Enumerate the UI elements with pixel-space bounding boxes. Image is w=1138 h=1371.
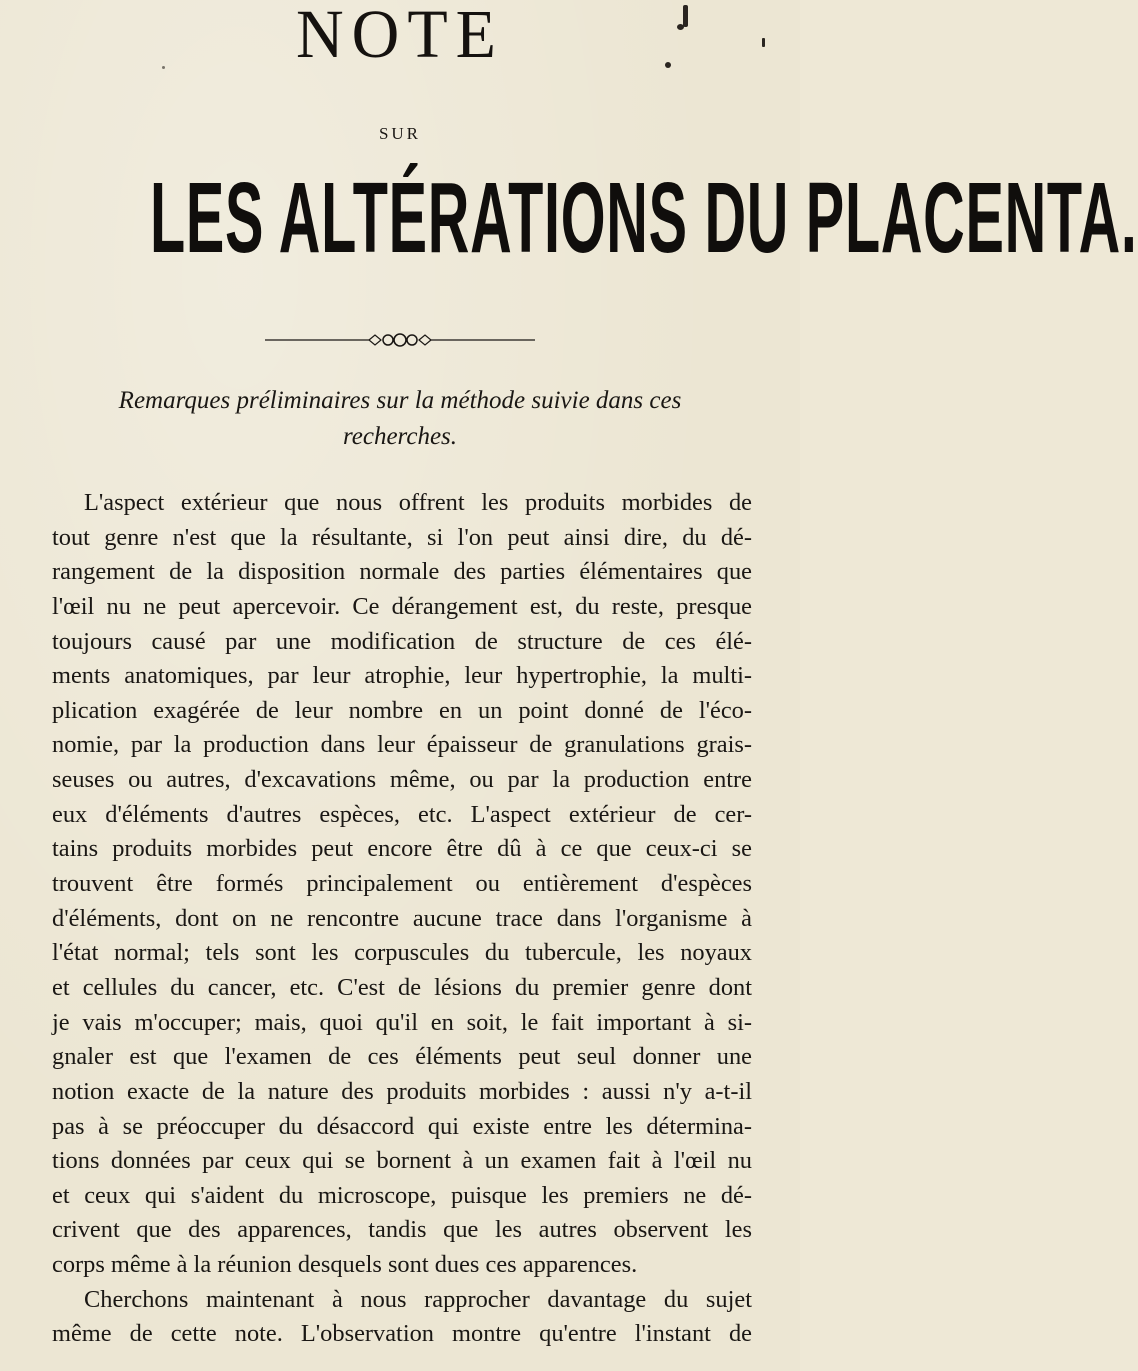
text-line: ments anatomiques, par leur atrophie, leur hypertrophie, la multi- (52, 662, 752, 690)
text-line: tains produits morbides peut encore être dû à ce que ceux-ci se (52, 835, 752, 863)
text-line: même de cette note. L'observation montre qu'entre l'instant de (52, 1320, 752, 1348)
text-line: trouvent être formés principalement ou entièrement d'espèces (52, 870, 752, 898)
ornament-diamond-left (369, 335, 381, 345)
text-line: eux d'éléments d'autres espèces, etc. L'aspect extérieur de cer- (52, 800, 752, 828)
ink-speck (677, 24, 684, 30)
text-line: toujours causé par une modification de structure de ces élé- (52, 627, 752, 655)
page-title: NOTE (296, 0, 504, 73)
title-preposition: SUR (378, 124, 422, 143)
ornament-knot-right (407, 335, 417, 345)
text-line: je vais m'occuper; mais, quoi qu'il en soit, le fait important à si- (52, 1008, 752, 1036)
text-line: gnaler est que l'examen de ces éléments peut seul donner une (52, 1043, 752, 1071)
text-line: rangement de la disposition normale des parties élémentaires que (52, 558, 752, 586)
text-line: tout genre n'est que la résultante, si l'on peut ainsi dire, du dé- (52, 523, 752, 551)
ornament-knot-center (394, 334, 406, 346)
text-line: Cherchons maintenant à nous rapprocher davantage du sujet (84, 1285, 752, 1313)
text-line: L'aspect extérieur que nous offrent les produits morbides de (84, 489, 752, 516)
section-heading-line: recherches. (342, 423, 458, 450)
text-line: crivent que des apparences, tandis que les autres observent les (52, 1216, 752, 1244)
text-line: d'éléments, dont on ne rencontre aucune trace dans l'organisme à (52, 904, 752, 932)
ink-speck (683, 5, 688, 27)
ink-speck (162, 66, 165, 69)
text-line: notion exacte de la nature des produits morbides : aussi n'y a-t-il (52, 1077, 752, 1105)
ink-speck (762, 38, 765, 47)
text-line: nomie, par la production dans leur épaisseur de granulations grais- (52, 731, 752, 759)
section-heading (60, 383, 740, 455)
paragraph (52, 486, 752, 1283)
main-title: LES ALTÉRATIONS DU PLACENTA. (149, 161, 1138, 273)
text-line: et ceux qui s'aident du microscope, puisque les premiers ne dé- (52, 1181, 752, 1209)
text-line: pas à se préoccuper du désaccord qui existe entre les détermina- (52, 1112, 752, 1140)
ornament-diamond-right (419, 335, 431, 345)
text-line: plication exagérée de leur nombre en un point donné de l'éco- (52, 696, 752, 724)
ink-speck (665, 62, 671, 68)
text-line: l'œil nu ne peut apercevoir. Ce dérangement est, du reste, presque (52, 592, 752, 620)
ornament-knot-left (383, 335, 393, 345)
text-line: l'état normal; tels sont les corpuscules du tubercule, les noyaux (52, 939, 752, 967)
section-heading-line: Remarques préliminaires sur la méthode suivie dans ces (118, 387, 682, 414)
text-line: seuses ou autres, d'excavations même, ou par la production entre (52, 766, 752, 794)
ornament-divider (265, 333, 535, 347)
text-line: corps même à la réunion desquels sont dues ces apparences. (52, 1251, 638, 1279)
body-text (52, 486, 752, 1352)
text-line: tions données par ceux qui se bornent à un examen fait à l'œil nu (52, 1147, 752, 1175)
text-line: et cellules du cancer, etc. C'est de lésions du premier genre dont (52, 973, 752, 1001)
paragraph (52, 1283, 752, 1352)
